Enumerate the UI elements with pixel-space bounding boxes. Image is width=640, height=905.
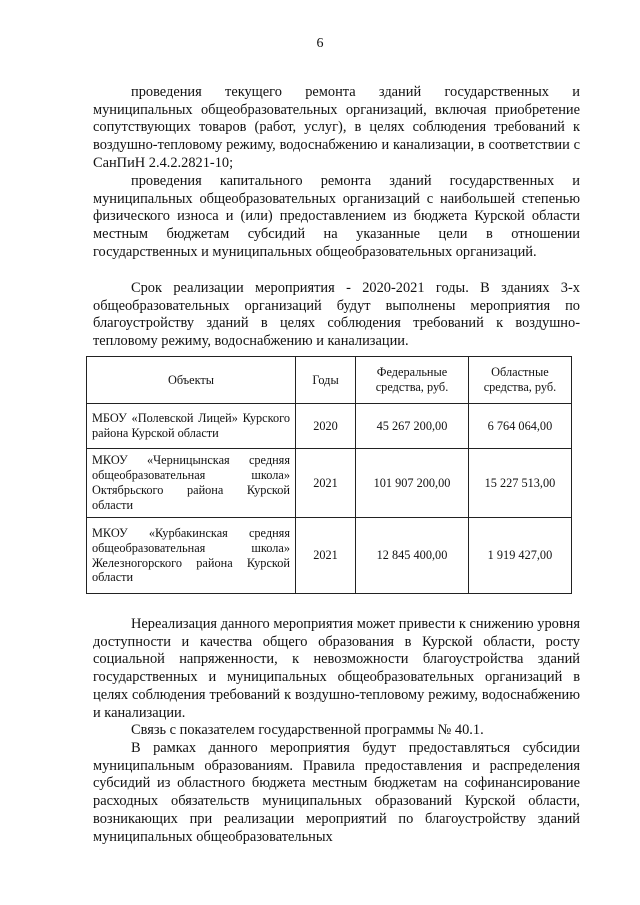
paragraph-implementation-period: Срок реализации мероприятия - 2020-2021 годы. В зданиях 3-х общеобразовательных организаций будут выполнены мероприятия по благоустройству зданий в целях соблюдения требований к воздушно-тепловому режиму, водоснабжению и канализации.	[93, 280, 580, 350]
page-number: 6	[316, 36, 324, 51]
header-regional-funds: Областные средства, руб.	[468, 357, 571, 404]
cell-federal: 12 845 400,00	[356, 518, 469, 594]
paragraph-subsidies: В рамках данного мероприятия будут предоставляться субсидии муниципальным образованиям. Правила предоставления и распределения субсидий из областного бюджета местным бюджетам на софинансирование расходных обязательств муниципальных образований Курской области, возникающих при реализации мероприятий по благоустройству зданий муниципальных общеобразовательных	[93, 740, 580, 845]
table-header-row	[87, 357, 572, 404]
cell-year: 2021	[296, 518, 356, 594]
cell-regional: 1 919 427,00	[468, 518, 571, 594]
table-row	[87, 449, 572, 518]
cell-regional: 6 764 064,00	[468, 404, 571, 449]
cell-federal: 101 907 200,00	[356, 449, 469, 518]
cell-object: МБОУ «Полевской Лицей» Курского района Курской области	[87, 404, 296, 449]
cell-federal: 45 267 200,00	[356, 404, 469, 449]
table-row	[87, 518, 572, 594]
header-federal-funds: Федеральные средства, руб.	[356, 357, 469, 404]
cell-object: МКОУ «Курбакинская средняя общеобразовательная школа» Железногорского района Курской области	[87, 518, 296, 594]
paragraph-current-repair: проведения текущего ремонта зданий государственных и муниципальных общеобразовательных организаций, включая приобретение сопутствующих товаров (работ, услуг), в целях соблюдения требований к воздушно-тепловому режиму, водоснабжению и канализации, в соответствии с СанПиН 2.4.2.2821-10;	[93, 84, 580, 171]
objects-table	[86, 356, 572, 594]
paragraph-indicator-link: Связь с показателем государственной программы № 40.1.	[131, 722, 484, 738]
cell-regional: 15 227 513,00	[468, 449, 571, 518]
cell-year: 2020	[296, 404, 356, 449]
header-objects: Объекты	[87, 357, 296, 404]
table-row	[87, 404, 572, 449]
cell-object: МКОУ «Черницынская средняя общеобразовательная школа» Октябрьского района Курской области	[87, 449, 296, 518]
cell-year: 2021	[296, 449, 356, 518]
paragraph-capital-repair: проведения капитального ремонта зданий государственных и муниципальных общеобразовательных организаций с наибольшей степенью физического износа и (или) предоставлением из бюджета Курской области местным бюджетам субсидий на указанные цели в отношении государственных и муниципальных общеобразовательных организаций.	[93, 173, 580, 260]
header-years: Годы	[296, 357, 356, 404]
paragraph-non-implementation: Нереализация данного мероприятия может привести к снижению уровня доступности и качества общего образования в Курской области, росту социальной напряженности, к невозможности благоустройства зданий государственных и муниципальных общеобразовательных организаций в целях соблюдения требований к воздушно-тепловому режиму, водоснабжению и канализации.	[93, 616, 580, 721]
